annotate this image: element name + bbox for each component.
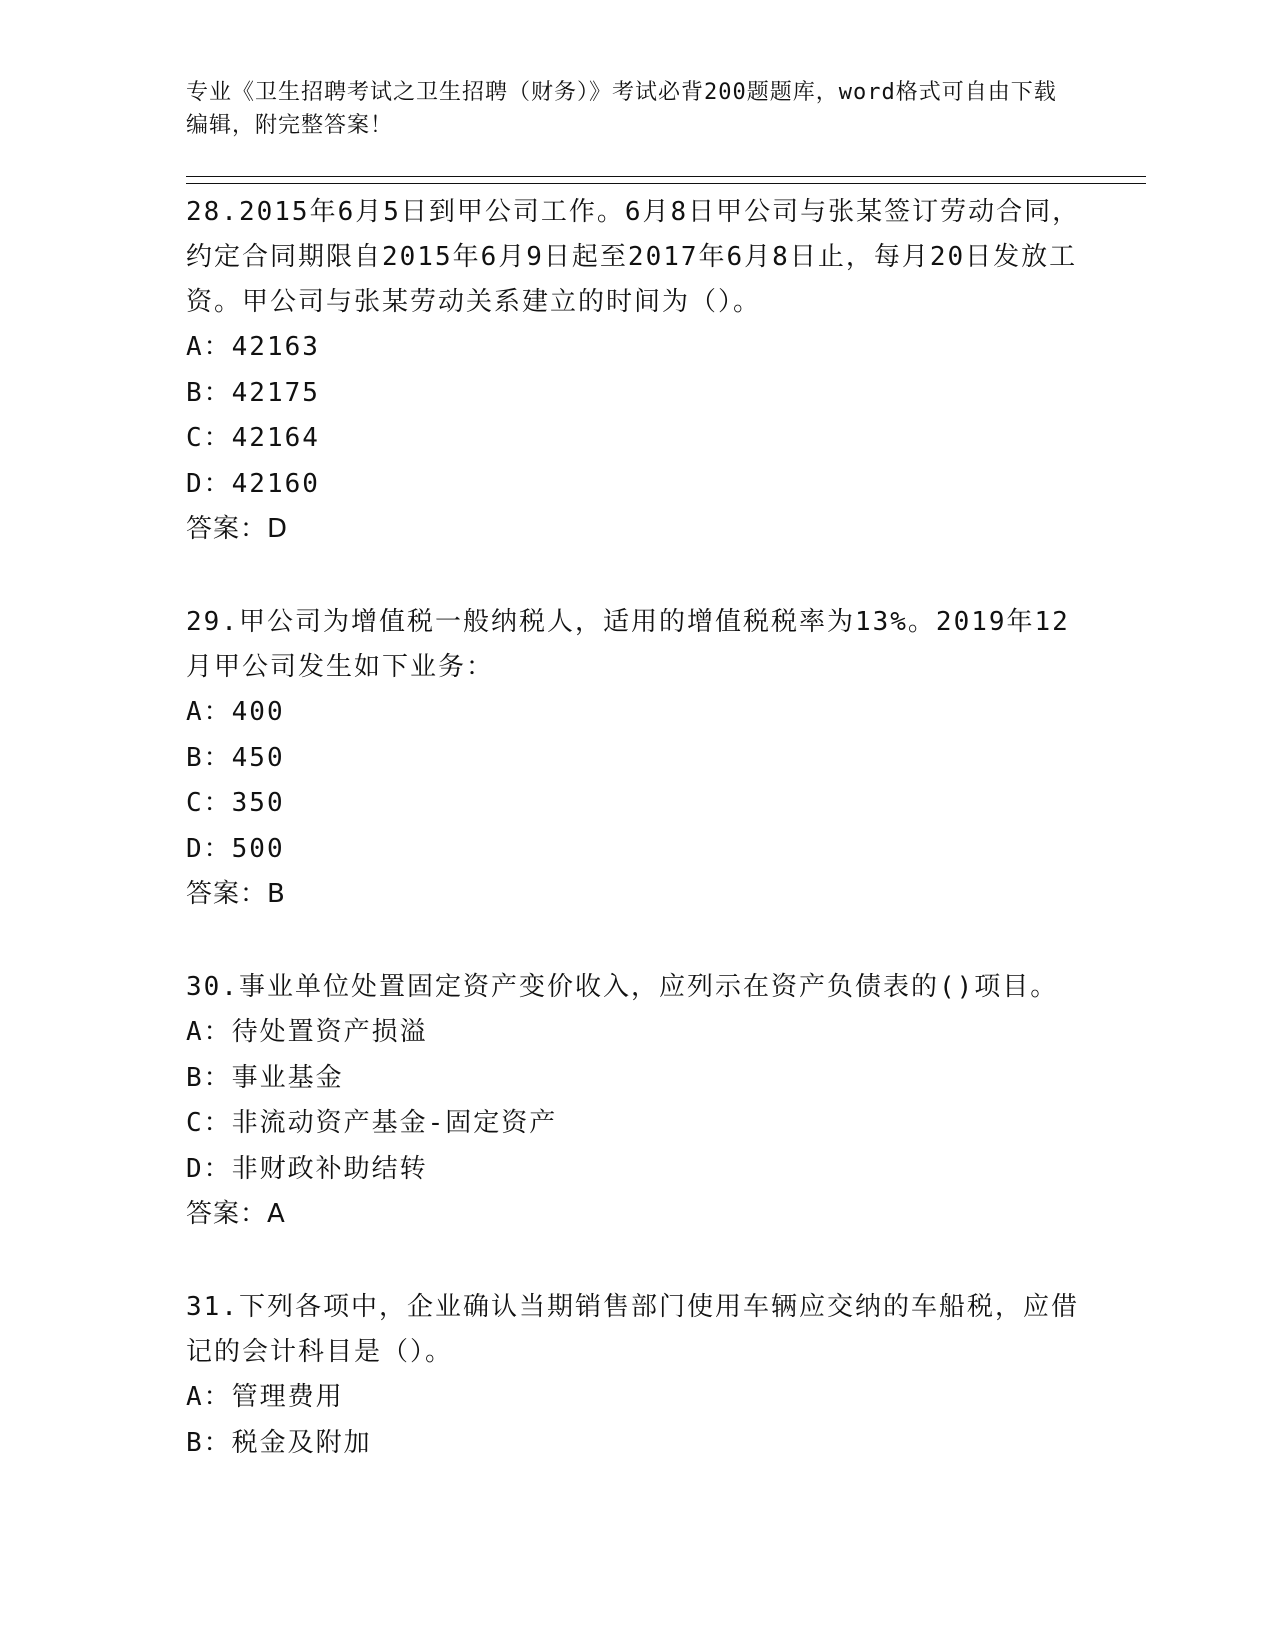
option-a: A：待处置资产损溢 bbox=[186, 1017, 428, 1047]
option-b: B：事业基金 bbox=[186, 1062, 344, 1093]
option-b: B：450 bbox=[186, 742, 285, 773]
header-divider-bottom bbox=[186, 183, 1146, 184]
option-c: C：42164 bbox=[186, 423, 320, 453]
question-30 bbox=[186, 965, 1086, 1237]
document-header: 专业《卫生招聘考试之卫生招聘（财务）》考试必背200题题库，word格式可自由下载编辑，附完整答案！ bbox=[186, 80, 1057, 138]
option-c: C：350 bbox=[186, 788, 285, 818]
question-text: 30.事业单位处置固定资产变价收入，应列示在资产负债表的()项目。 bbox=[186, 972, 1059, 1002]
header-divider-top bbox=[186, 176, 1146, 177]
option-a: A：管理费用 bbox=[186, 1382, 344, 1412]
question-text: 28.2015年6月5日到甲公司工作。6月8日甲公司与张某签订劳动合同，约定合同期限自2015年6月9日起至2017年6月8日止，每月20日发放工资。甲公司与张某劳动关系建立的时间为（）。 bbox=[186, 197, 1081, 317]
question-list bbox=[186, 190, 1086, 1514]
answer: 答案：D bbox=[186, 514, 289, 544]
answer: 答案：A bbox=[186, 1199, 286, 1229]
question-text: 31.下列各项中，企业确认当期销售部门使用车辆应交纳的车船税，应借记的会计科目是（）。 bbox=[186, 1292, 1079, 1367]
option-c: C：非流动资产基金-固定资产 bbox=[186, 1108, 558, 1138]
option-a: A：42163 bbox=[186, 332, 320, 362]
answer: 答案：B bbox=[186, 879, 286, 909]
option-d: D：500 bbox=[186, 833, 285, 864]
option-b: B：42175 bbox=[186, 377, 320, 408]
question-28 bbox=[186, 190, 1086, 552]
option-d: D：42160 bbox=[186, 468, 320, 499]
option-b: B：税金及附加 bbox=[186, 1427, 372, 1458]
option-a: A：400 bbox=[186, 697, 285, 727]
option-d: D：非财政补助结转 bbox=[186, 1153, 428, 1184]
question-29 bbox=[186, 600, 1086, 917]
question-31 bbox=[186, 1285, 1086, 1466]
question-text: 29.甲公司为增值税一般纳税人，适用的增值税税率为13%。2019年12月甲公司发生如下业务： bbox=[186, 607, 1070, 682]
